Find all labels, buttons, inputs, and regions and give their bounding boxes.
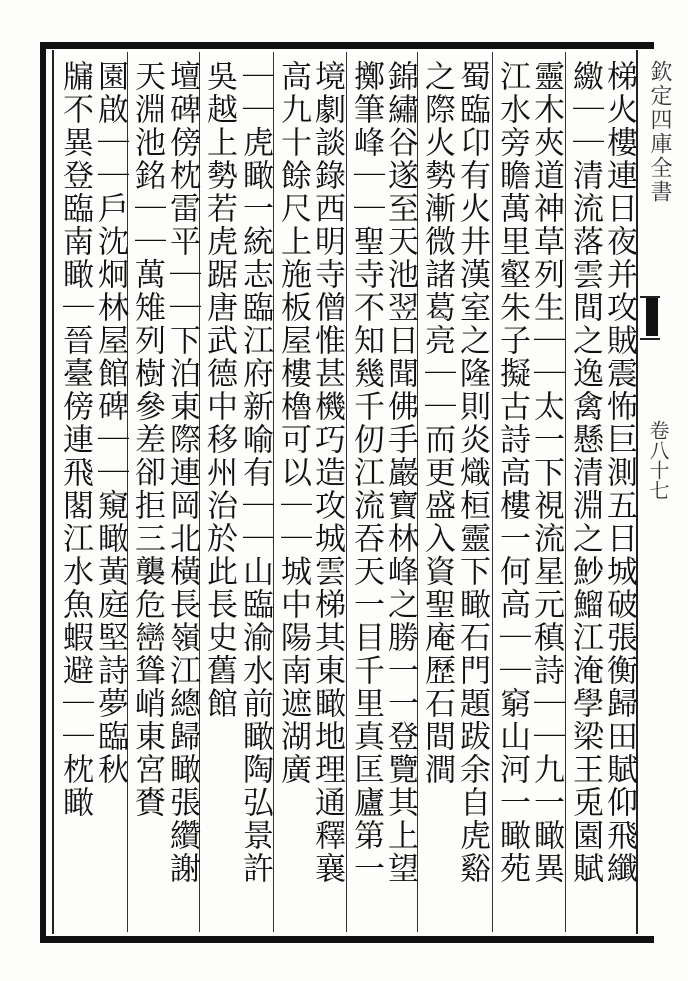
text-column: 壇碑傍枕雷平｜｜下泊東際連岡北橫長嶺江總歸瞰張纘謝 (164, 60, 200, 885)
text-column: 園啟｜｜戶沈炯林屋館碑｜｜窺瞰黃庭堅詩夢臨秋 (92, 60, 128, 786)
text-column: 繳｜｜清流落雲間之逸禽懸清淵之魦鰡江淹學梁王兎園賦 (567, 60, 603, 885)
margin-volume-label: 卷八十七 (646, 420, 670, 500)
text-column: 高九十餘尺上施板屋樓櫓可以｜｜城中陽南遮湖廣 (275, 60, 311, 786)
text-column: 江水旁瞻萬里壑朱子擬古詩高樓一何高｜｜窮山河一瞰苑 (494, 60, 530, 885)
inner-left-rule (52, 50, 54, 934)
text-column: 境劇談錄西明寺僧惟甚機巧造攻城雲梯其東瞰地理通釋襄 (309, 60, 345, 885)
text-column: 梯火樓連日夜并攻賊震怖巨測五日城破張衡歸田賦仰飛纖 (601, 60, 637, 885)
text-column: 之際火勢漸微諸葛亮｜｜而更盛入資聖庵歷石間澗 (419, 60, 455, 786)
text-column: 牖不異登臨南瞰｜晉臺傍連飛閣江水魚蝦避｜｜枕瞰 (57, 60, 93, 819)
frame-bottom-border (44, 936, 654, 943)
text-column: 吳越上勢若虎踞唐武德中移州治於此長史舊館 (201, 60, 237, 720)
text-column: ｜｜虎瞰一統志臨江府新喻有｜｜山臨渝水前瞰陶弘景許 (237, 60, 273, 885)
frame-top-border (44, 42, 654, 49)
text-column: 靈木夾道神草列生｜｜太一下視流星元稹詩｜｜九一瞰異 (528, 60, 564, 885)
text-column: 擲筆峰｜｜聖寺不知幾千仞江流吞天一目千里真匡廬第一 (348, 60, 384, 885)
margin-fishtail-mark (646, 298, 658, 336)
text-column: 蜀臨卬有火井漢室之隆則炎熾桓靈下瞰石門題跋余自虎谿 (454, 60, 490, 885)
text-column: 天淵池銘｜｜萬雉列樹參差卻拒三襲危巒聳峭東宮賚 (129, 60, 165, 819)
text-column: 錦繡谷遂至天池翌日聞佛手巖寶林峰之勝一一登覽其上望 (382, 60, 418, 885)
frame-left-border (40, 42, 46, 943)
margin-tick (640, 338, 660, 340)
margin-book-title: 欽定四庫全書 (647, 60, 672, 204)
